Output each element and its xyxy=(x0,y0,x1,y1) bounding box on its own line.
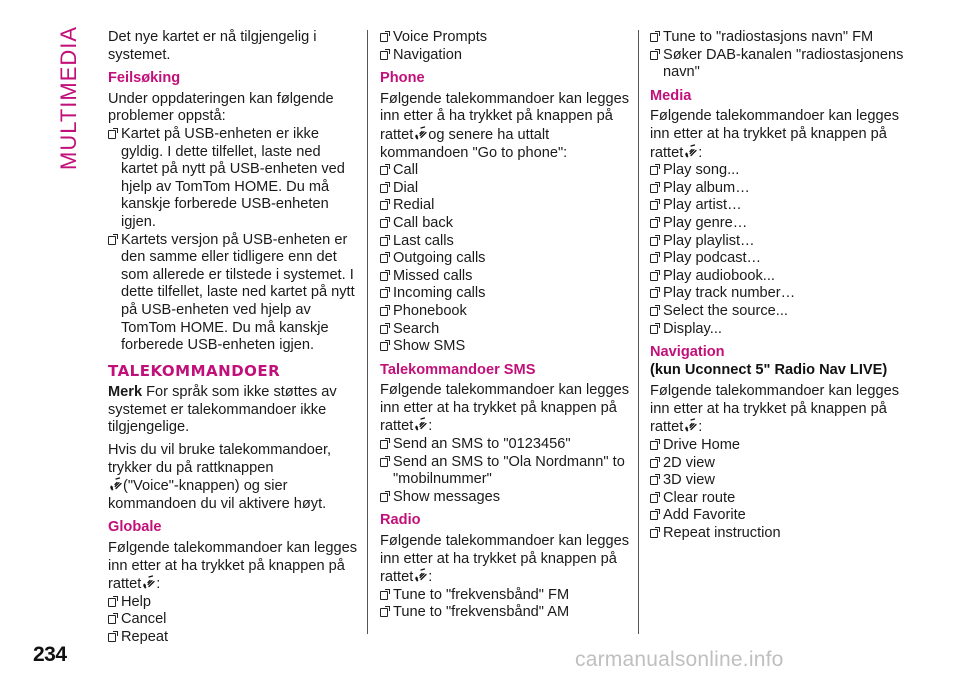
checkbox-bullet-icon xyxy=(380,440,388,449)
list-item xyxy=(380,250,630,268)
list-item-text: Incoming calls xyxy=(393,285,486,302)
page-number: 234 xyxy=(33,643,67,666)
checkbox-bullet-icon xyxy=(108,615,116,624)
list-item-text: Search xyxy=(393,320,440,337)
list-item xyxy=(380,436,630,454)
voice-text-a: Hvis du vil bruke talekommandoer, trykker du på rattknappen xyxy=(108,442,332,476)
checkbox-bullet-icon xyxy=(650,325,658,334)
intro-text: Det nye kartet er nå tilgjengelig i systemet. xyxy=(108,29,317,63)
list-item-text: Show SMS xyxy=(393,338,466,355)
checkbox-bullet-icon xyxy=(650,529,658,538)
media-list xyxy=(650,162,910,338)
voice-button-icon xyxy=(142,575,155,590)
media-text: Følgende talekommandoer kan legges inn etter at ha trykket på knappen på rattet : xyxy=(650,108,900,161)
list-item xyxy=(650,303,910,321)
checkbox-bullet-icon xyxy=(380,219,388,228)
checkbox-bullet-icon xyxy=(650,511,658,520)
checkbox-bullet-icon xyxy=(650,272,658,281)
list-item xyxy=(108,629,358,647)
list-item xyxy=(380,197,630,215)
note xyxy=(108,384,358,437)
voice-button-icon xyxy=(684,418,697,433)
column-3 xyxy=(650,29,910,543)
list-item-text: Cancel xyxy=(121,611,167,628)
checkbox-bullet-icon xyxy=(380,201,388,210)
checkbox-bullet-icon xyxy=(650,307,658,316)
list-item xyxy=(380,180,630,198)
checkbox-bullet-icon xyxy=(108,598,116,607)
list-item-text: Søker DAB-kanalen "radiostasjonens navn" xyxy=(663,46,904,81)
checkbox-bullet-icon xyxy=(380,342,388,351)
list-item xyxy=(650,285,910,303)
list-item-text: Play track number… xyxy=(663,285,796,302)
checkbox-bullet-icon xyxy=(650,441,658,450)
list-item-text: Kartet på USB-enheten er ikke gyldig. I dette tilfellet, laste ned kartet på nytt på USB-enheten ved hjelp av TomTom HOME. Du må kanskje forberede USB-enheten igjen. xyxy=(121,125,345,230)
checkbox-bullet-icon xyxy=(650,476,658,485)
checkbox-bullet-icon xyxy=(380,254,388,263)
radio-list xyxy=(380,587,630,622)
checkbox-bullet-icon xyxy=(650,237,658,246)
media-heading: Media xyxy=(650,87,692,104)
list-item-text: Play audiobook... xyxy=(663,267,775,284)
nav-list xyxy=(650,437,910,543)
voice-text-b: ("Voice"-knappen) og sier kommandoen du vil aktivere høyt. xyxy=(108,478,327,512)
list-item xyxy=(108,594,358,612)
radio-text: Følgende talekommandoer kan legges inn etter at ha trykket på knappen på rattet : xyxy=(380,533,630,586)
nav-text: Følgende talekommandoer kan legges inn etter at ha trykket på knappen på rattet : xyxy=(650,383,900,436)
list-item-text: Drive Home xyxy=(663,437,741,454)
voice-button-icon xyxy=(684,144,697,159)
list-item xyxy=(650,180,910,198)
list-item xyxy=(380,338,630,356)
voice-button-icon xyxy=(109,477,122,492)
list-item-text: Send an SMS to "Ola Nordmann" to "mobilnummer" xyxy=(393,453,625,488)
list-item xyxy=(380,321,630,339)
list-item xyxy=(650,268,910,286)
voice-instruction xyxy=(108,442,358,513)
column-divider xyxy=(638,30,639,634)
checkbox-bullet-icon xyxy=(380,237,388,246)
list-item-text: Play podcast… xyxy=(663,250,762,267)
column-divider xyxy=(367,30,368,634)
checkbox-bullet-icon xyxy=(380,272,388,281)
list-item xyxy=(380,29,630,47)
list-item xyxy=(650,472,910,490)
global-list xyxy=(108,594,358,647)
list-item xyxy=(650,29,910,47)
checkbox-bullet-icon xyxy=(650,289,658,298)
checkbox-bullet-icon xyxy=(108,633,116,642)
list-item xyxy=(380,604,630,622)
list-item xyxy=(650,455,910,473)
checkbox-bullet-icon xyxy=(380,289,388,298)
list-item-text: Repeat xyxy=(121,629,169,645)
list-item-text: Clear route xyxy=(663,489,736,506)
voice-button-icon xyxy=(414,126,427,141)
note-label: Merk xyxy=(108,384,143,401)
phone-list xyxy=(380,162,630,356)
checkbox-bullet-icon xyxy=(380,307,388,316)
list-item-text: Missed calls xyxy=(393,267,473,284)
sms-list xyxy=(380,436,630,506)
checkbox-bullet-icon xyxy=(108,236,116,245)
list-item xyxy=(650,233,910,251)
checkbox-bullet-icon xyxy=(650,166,658,175)
list-item-text: Select the source... xyxy=(663,302,788,319)
sms-heading: Talekommandoer SMS xyxy=(380,361,536,378)
checkbox-bullet-icon xyxy=(108,130,116,139)
list-item xyxy=(380,285,630,303)
list-item-text: Show messages xyxy=(393,488,501,505)
global-heading: Globale xyxy=(108,519,162,536)
list-item xyxy=(650,162,910,180)
list-item xyxy=(380,587,630,605)
checkbox-bullet-icon xyxy=(380,608,388,617)
list-item-text: Redial xyxy=(393,197,435,214)
troubleshoot-heading: Feilsøking xyxy=(108,70,181,87)
checkbox-bullet-icon xyxy=(380,493,388,502)
checkbox-bullet-icon xyxy=(380,184,388,193)
list-item-text: Tune to "frekvensbånd" AM xyxy=(393,604,570,621)
list-item xyxy=(650,321,910,339)
checkbox-bullet-icon xyxy=(650,254,658,263)
sms-text: Følgende talekommandoer kan legges inn etter at ha trykket på knappen på rattet : xyxy=(380,382,630,435)
section-heading: TALEKOMMANDOER xyxy=(108,361,281,380)
list-item-text: Phonebook xyxy=(393,302,467,319)
list-item xyxy=(650,197,910,215)
list-item xyxy=(108,232,358,355)
list-item-text: Voice Prompts xyxy=(393,29,488,45)
list-item xyxy=(650,507,910,525)
list-item xyxy=(108,126,358,232)
troubleshoot-list xyxy=(108,126,358,355)
list-item-text: 3D view xyxy=(663,472,715,489)
list-item xyxy=(380,47,630,65)
list-item xyxy=(380,215,630,233)
list-item xyxy=(380,489,630,507)
checkbox-bullet-icon xyxy=(650,201,658,210)
list-item-text: Last calls xyxy=(393,232,454,249)
voice-button-icon xyxy=(414,568,427,583)
list-item xyxy=(380,303,630,321)
list-item-text: Play artist… xyxy=(663,197,742,214)
list-item-text: Navigation xyxy=(393,46,462,63)
list-item-text: Play album… xyxy=(663,179,750,196)
note-text: For språk som ikke støttes av systemet er talekommandoer ikke tilgjengelige. xyxy=(108,384,337,436)
list-item-text: Call back xyxy=(393,214,454,231)
nav-heading: Navigation xyxy=(650,344,725,361)
checkbox-bullet-icon xyxy=(650,33,658,42)
checkbox-bullet-icon xyxy=(380,33,388,42)
list-item-text: Tune to "frekvensbånd" FM xyxy=(393,586,570,603)
checkbox-bullet-icon xyxy=(650,219,658,228)
nav-subheading: (kun Uconnect 5" Radio Nav LIVE) xyxy=(650,361,888,378)
phone-text: Følgende talekommandoer kan legges inn etter å ha trykket på knappen på rattet og senere ha uttalt kommandoen "Go to phone": xyxy=(380,90,630,161)
column-1 xyxy=(108,29,358,647)
checkbox-bullet-icon xyxy=(380,51,388,60)
list-item-text: 2D view xyxy=(663,454,715,471)
list-item xyxy=(380,233,630,251)
list-item-text: Outgoing calls xyxy=(393,250,486,267)
list-item xyxy=(380,268,630,286)
list-item-text: Dial xyxy=(393,179,419,196)
list-item-text: Help xyxy=(121,593,152,610)
list-item xyxy=(380,454,630,489)
list-item-text: Play song... xyxy=(663,162,740,179)
section-side-label: MULTIMEDIA xyxy=(56,25,81,170)
checkbox-bullet-icon xyxy=(380,458,388,467)
list-item xyxy=(650,437,910,455)
column-2 xyxy=(380,29,630,622)
top-list xyxy=(650,29,910,82)
list-item xyxy=(650,525,910,543)
checkbox-bullet-icon xyxy=(650,459,658,468)
list-item-text: Add Favorite xyxy=(663,507,746,524)
checkbox-bullet-icon xyxy=(650,184,658,193)
global-text: Følgende talekommandoer kan legges inn etter at ha trykket på knappen på rattet : xyxy=(108,540,358,593)
list-item xyxy=(650,215,910,233)
list-item-text: Tune to "radiostasjons navn" FM xyxy=(663,29,874,45)
checkbox-bullet-icon xyxy=(380,166,388,175)
list-item-text: Repeat instruction xyxy=(663,525,781,542)
checkbox-bullet-icon xyxy=(650,494,658,503)
list-item-text: Call xyxy=(393,162,419,179)
list-item-text: Kartets versjon på USB-enheten er den samme eller tidligere enn det som allerede er tilstede i systemet. I dette tilfellet, laste ned kartet på nytt på USB-enheten ved hjelp av TomTom HOME. Du må kanskje forberede USB-enheten igjen. xyxy=(121,231,355,354)
list-item xyxy=(650,250,910,268)
list-item xyxy=(650,47,910,82)
checkbox-bullet-icon xyxy=(380,325,388,334)
phone-heading: Phone xyxy=(380,70,425,87)
list-item-text: Display... xyxy=(663,320,722,337)
watermark: carmanualsonline.info xyxy=(575,648,784,671)
voice-button-icon xyxy=(414,417,427,432)
list-item-text: Play genre… xyxy=(663,214,748,231)
list-item xyxy=(650,490,910,508)
checkbox-bullet-icon xyxy=(380,591,388,600)
list-item-text: Send an SMS to "0123456" xyxy=(393,436,571,453)
list-item-text: Play playlist… xyxy=(663,232,755,249)
radio-heading: Radio xyxy=(380,512,421,529)
troubleshoot-intro: Under oppdateringen kan følgende problemer oppstå: xyxy=(108,90,334,125)
top-list xyxy=(380,29,630,64)
checkbox-bullet-icon xyxy=(650,51,658,60)
list-item xyxy=(108,611,358,629)
list-item xyxy=(380,162,630,180)
